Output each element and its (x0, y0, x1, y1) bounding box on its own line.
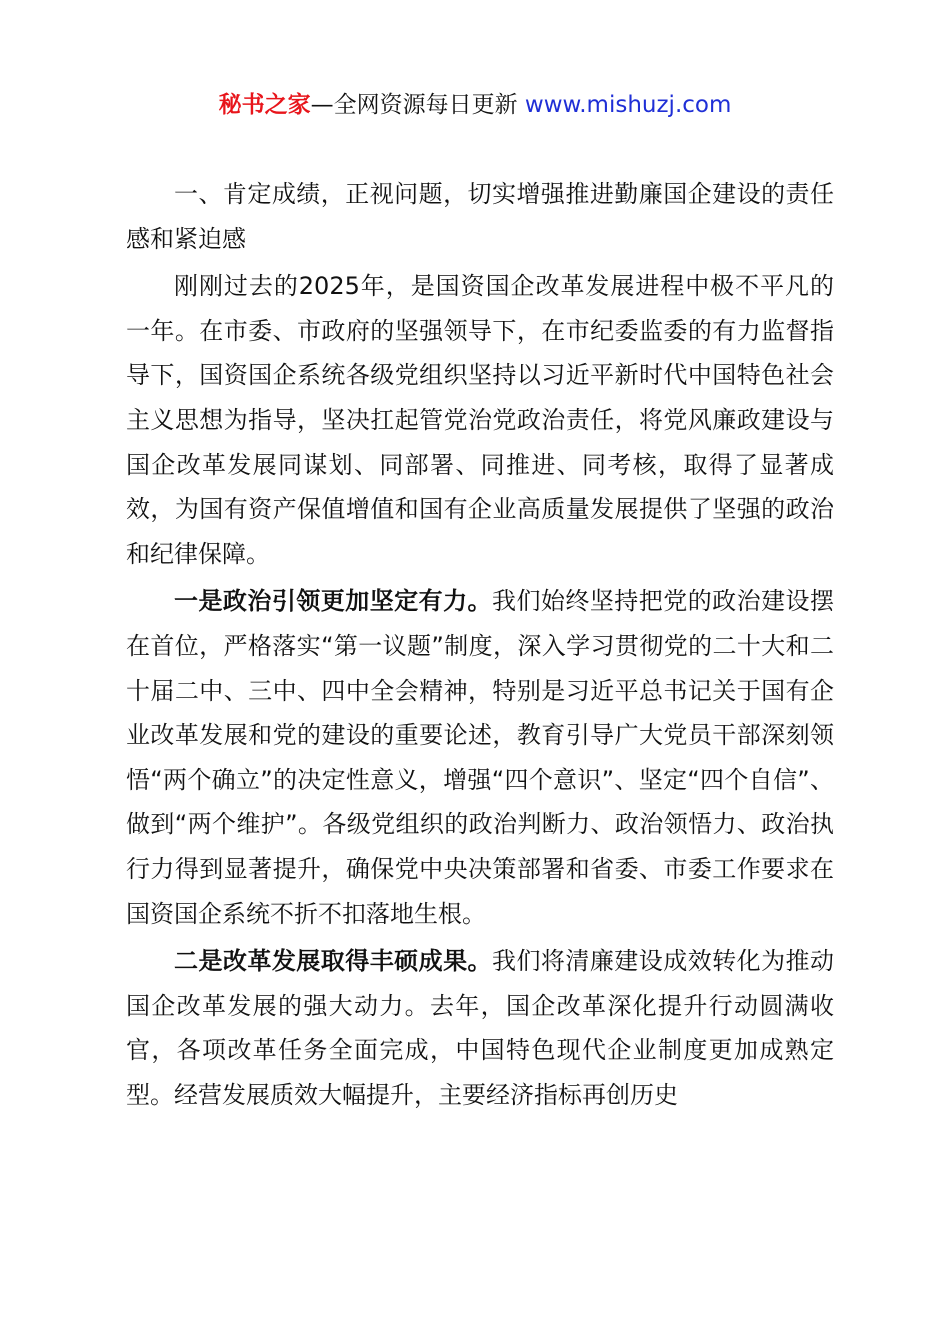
point-1-lead: 一是政治引领更加坚定有力。 (174, 587, 492, 616)
site-header (0, 88, 950, 122)
brand-name: 秘书之家 (218, 92, 311, 118)
point-paragraph-1 (126, 579, 834, 936)
point-2-lead: 二是改革发展取得丰硕成果。 (174, 947, 492, 976)
point-paragraph-2 (126, 939, 834, 1117)
point-2-text: 我们将清廉建设成效转化为推动国企改革发展的强大动力。去年，国企改革深化提升行动圆满收官，各项改革任务全面完成，中国特色现代企业制度更加成熟定型。经营发展质效大幅提升，主要经济指标再创历史 (126, 947, 834, 1109)
point-1-text: 我们始终坚持把党的政治建设摆在首位，严格落实“第一议题”制度，深入学习贯彻党的二十大和二十届二中、三中、四中全会精神，特别是习近平总书记关于国有企业改革发展和党的建设的重要论述，教育引导广大党员干部深刻领悟“两个确立”的决定性意义，增强“四个意识”、坚定“四个自信”、做到“两个维护”。各级党组织的政治判断力、政治领悟力、政治执行力得到显著提升，确保党中央决策部署和省委、市委工作要求在国资国企系统不折不扣落地生根。 (126, 587, 834, 928)
header-tagline: —全网资源每日更新 (310, 92, 518, 118)
section-heading: 一、肯定成绩，正视问题，切实增强推进勤廉国企建设的责任感和紧迫感 (126, 180, 834, 253)
document-body (126, 172, 834, 1117)
site-url-link[interactable]: www.mishuzj.com (524, 92, 732, 118)
intro-paragraph: 刚刚过去的2025年，是国资国企改革发展进程中极不平凡的一年。在市委、市政府的坚强领导下，在市纪委监委的有力监督指导下，国资国企系统各级党组织坚持以习近平新时代中国特色社会主义思想为指导，坚决扛起管党治党政治责任，将党风廉政建设与国企改革发展同谋划、同部署、同推进、同考核，取得了显著成效，为国有资产保值增值和国有企业高质量发展提供了坚强的政治和纪律保障。 (126, 272, 834, 568)
